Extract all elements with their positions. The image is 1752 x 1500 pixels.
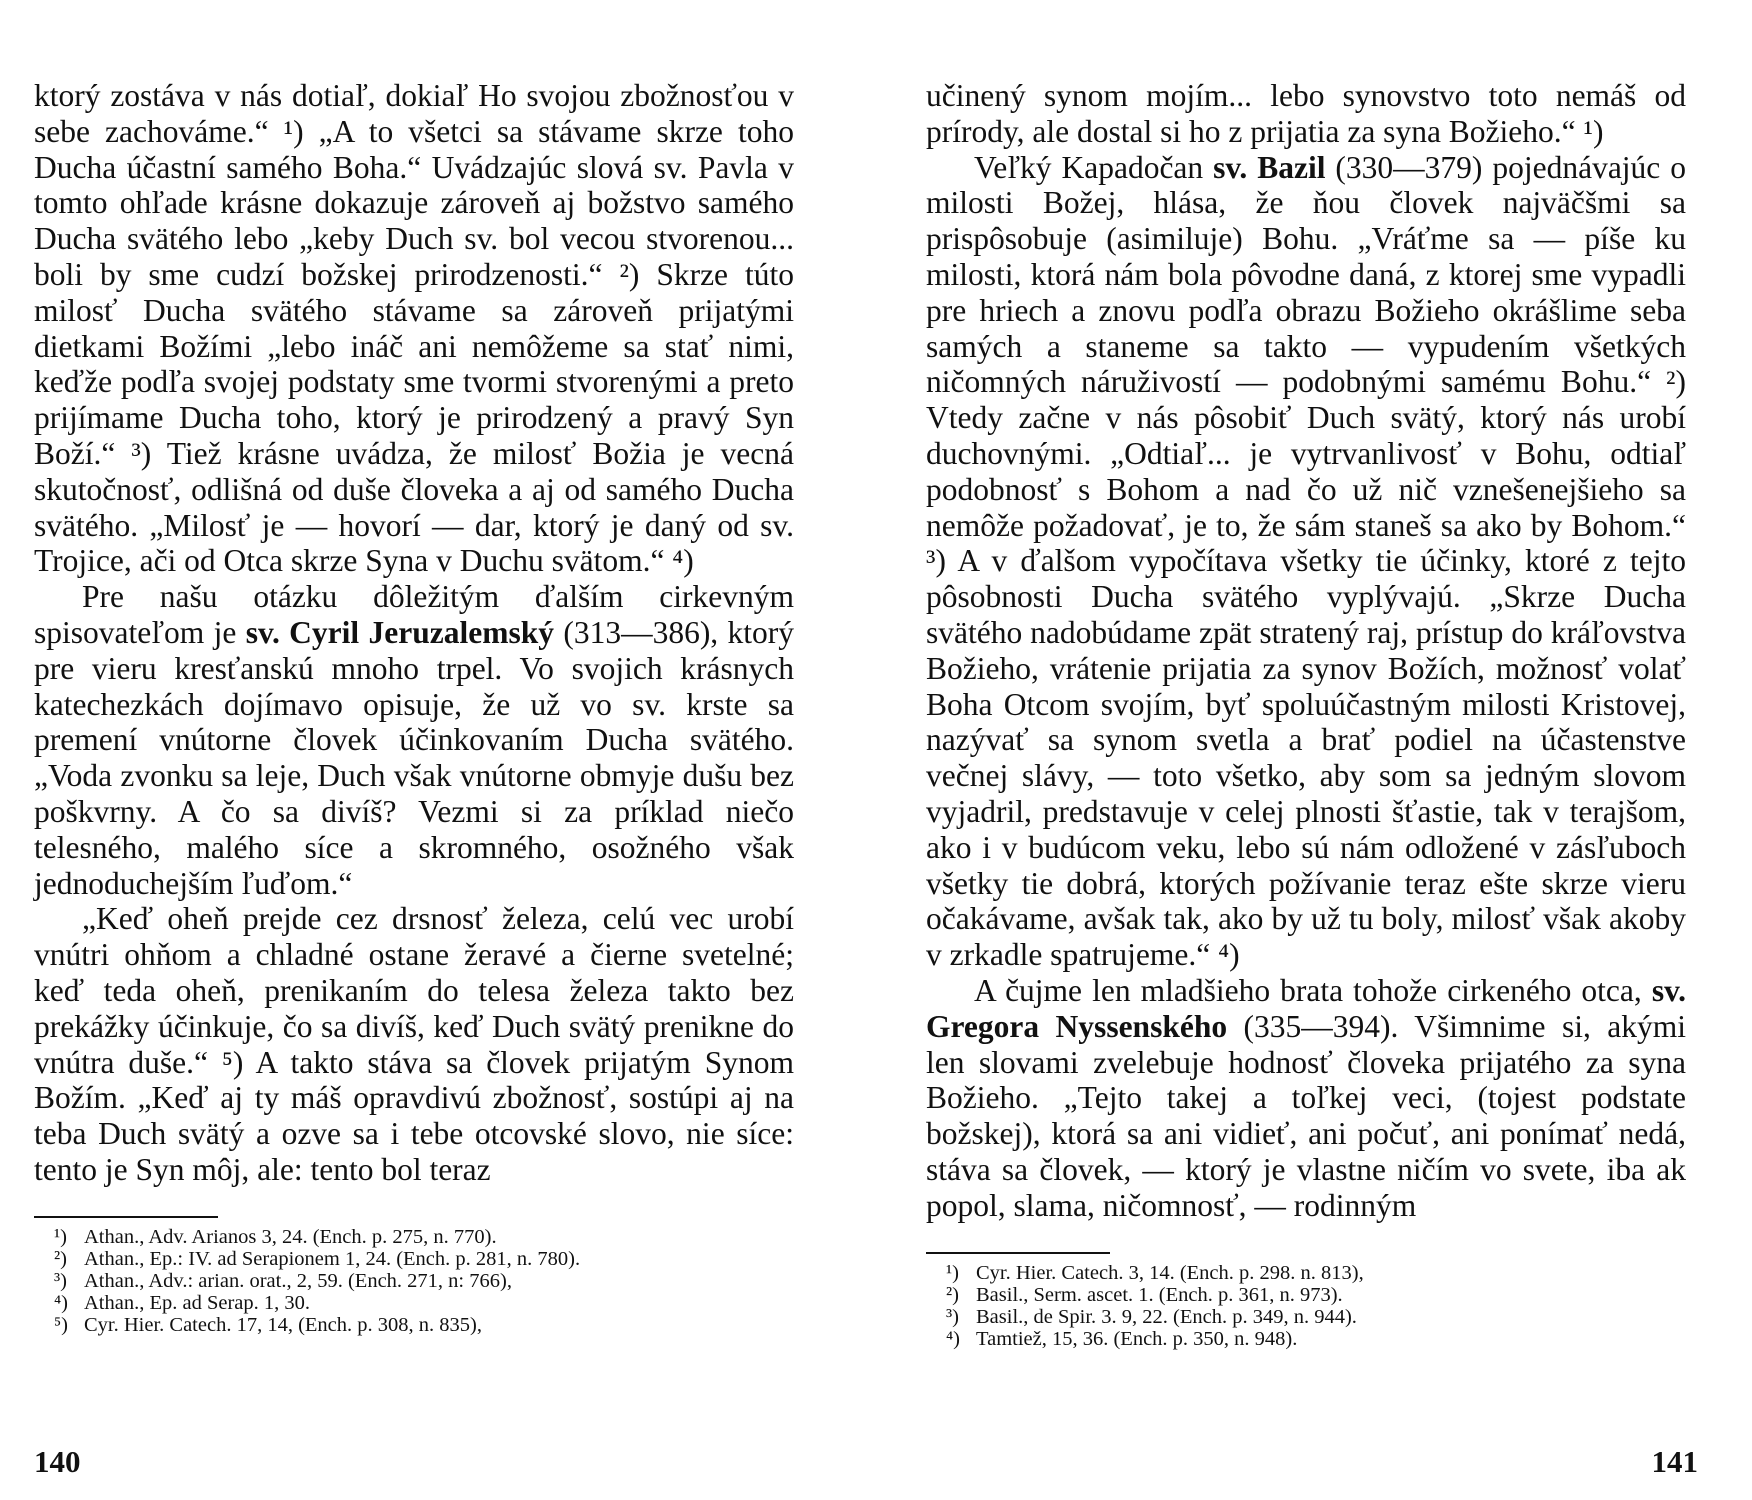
page-number-left: 140 (34, 1444, 81, 1479)
footnote-text: Cyr. Hier. Catech. 3, 14. (Ench. p. 298. n. 813), (976, 1261, 1364, 1284)
footnote (34, 1270, 794, 1292)
bold-name-run: sv. Gregora Nyssenského (926, 972, 1686, 1044)
footnote (926, 1306, 1686, 1328)
footnote-mark: ⁴) (946, 1327, 960, 1350)
text-run: „Keď oheň prejde cez drsnosť železa, celú vec urobí vnútri ohňom a chladné ostane žeravé a čierne svetelné; keď teda oheň, prenikaním do telesa železa takto bez prekážky účinkuje, čo sa divíš, keď Duch svätý prenikne do vnútra duše.“ ⁵) A takto stáva sa človek prijatým Synom Božím. „Keď aj ty máš opravdivú zbožnosť, sostúpi aj na teba Duch svätý a ozve sa i tebe otcovské slovo, nie síce: tento je Syn môj, ale: tento bol teraz (34, 901, 794, 1187)
text-run: (335—394). Všimnime si, akými len slovami zvelebuje hodnosť človeka prijatého za syna Božieho. „Tejto takej a toľkej veci, (tojest podstate božskej), ktorá sa ani vidieť, ani počuť, ani ponímať nedá, stáva sa človek, — ktorý je vlastne ničím vo svete, iba ak popol, slama, ničomnosť, — rodinným (926, 1008, 1686, 1223)
text-run: (313—386), ktorý pre vieru kresťanskú mnoho trpel. Vo svojich krásnych katechezkách dojímavo opisuje, že už vo sv. krste sa premení vnútorne človek účinkovaním Ducha svätého. „Voda zvonku sa leje, Duch však vnútorne obmyje dušu bez poškvrny. A čo sa divíš? Vezmi si za príklad niečo telesného, malého síce a skromného, osožného však jednoduchejším ľuďom.“ (34, 614, 795, 901)
footnote (926, 1284, 1686, 1306)
footnote-text: Tamtiež, 15, 36. (Ench. p. 350, n. 948). (976, 1327, 1298, 1350)
text-run: (330—379) pojednávajúc o milosti Božej, hlása, že ňou človek najväčšmi sa prispôsobuje (asimiluje) Bohu. „Vráťme sa — píše ku milosti, ktorá nám bola pôvodne daná, z ktorej sme vypadli pre hriech a znovu podľa obrazu Božieho okrášlime seba samých a staneme sa takto — vypudením všetkých ničomných náruživostí — podobnými samému Bohu.“ ²) Vtedy začne v nás pôsobiť Duch svätý, ktorý nás urobí duchovnými. „Odtiaľ... je vytrvanlivosť v Bohu, odtiaľ podobnosť s Bohom a nad čo už nič vznešenejšieho sa nemôže požadovať, je to, že sám staneš sa ako by Bohom.“ ³) A v ďalšom vypočítava všetky tie účinky, ktoré z tejto pôsobnosti Ducha svätého vyplývajú. „Skrze Ducha svätého nadobúdame zpät stratený raj, prístup do kráľovstva Božieho, vrátenie prijatia za synov Božích, možnosť volať Boha Otcom svojím, byť spoluúčastným milosti Kristovej, nazývať sa synom svetla a brať podiel na účastenstve večnej slávy, — toto všetko, aby som sa jedným slovom vyjadril, predstavuje v celej plnosti šťastie, tak v terajšom, ako i v budúcom veku, lebo sú nám odložené v zásľuboch všetky tie dobrá, ktorých požívanie teraz ešte skrze vieru očakávame, avšak tak, ako by už tu boly, milosť však akoby v zrkadle spatrujeme.“ ⁴) (926, 149, 1686, 973)
footnote-mark: ²) (54, 1247, 67, 1270)
footnote-text: Athan., Adv. Arianos 3, 24. (Ench. p. 275, n. 770). (84, 1225, 497, 1248)
left-page-body (34, 78, 794, 1188)
footnote (34, 1314, 794, 1336)
footnote-text: Athan., Adv.: arian. orat., 2, 59. (Ench. 271, n: 766), (84, 1269, 512, 1292)
footnote-text: Basil., Serm. ascet. 1. (Ench. p. 361, n. 973). (976, 1283, 1343, 1306)
footnote (926, 1262, 1686, 1284)
paragraph (34, 579, 794, 901)
footnote-mark: ²) (946, 1283, 959, 1306)
footnote-mark: ⁴) (54, 1291, 68, 1314)
footnote-mark: ⁵) (54, 1313, 68, 1336)
right-footnotes (926, 1262, 1686, 1350)
text-run: Veľký Kapadočan (974, 149, 1214, 185)
footnote-text: Athan., Ep.: IV. ad Serapionem 1, 24. (Ench. p. 281, n. 780). (84, 1247, 581, 1270)
page-number-right: 141 (1651, 1444, 1698, 1479)
right-page (926, 78, 1686, 1350)
text-run: A čujme len mladšieho brata tohože cirkeného otca, (974, 972, 1652, 1008)
footnote-mark: ¹) (946, 1261, 959, 1284)
paragraph (34, 78, 794, 579)
text-run: učinený synom mojím... lebo synovstvo toto nemáš od prírody, ale dostal si ho z prijatia za syna Božieho.“ ¹) (926, 78, 1686, 149)
right-page-body (926, 78, 1686, 1224)
paragraph (926, 150, 1686, 973)
paragraph (34, 901, 794, 1187)
footnote (926, 1328, 1686, 1350)
footnote-divider (34, 1216, 218, 1218)
bold-name-run: sv. Bazil (1213, 149, 1326, 185)
footnote-mark: ³) (946, 1305, 959, 1328)
footnote-text: Athan., Ep. ad Serap. 1, 30. (84, 1291, 311, 1314)
footnote-mark: ¹) (54, 1225, 67, 1248)
paragraph (926, 973, 1686, 1224)
bold-name-run: sv. Cyril Jeruzalemský (245, 614, 554, 650)
footnote-divider (926, 1252, 1110, 1254)
paragraph (926, 78, 1686, 150)
text-run: ktorý zostáva v nás dotiaľ, dokiaľ Ho svojou zbožnosťou v sebe zachováme.“ ¹) „A to všetci sa stávame skrze toho Ducha účastní samého Boha.“ Uvádzajúc slová sv. Pavla v tomto ohľade krásne dokazuje zároveň aj božstvo samého Ducha svätého lebo „keby Duch sv. bol vecou stvorenou... boli by sme cudzí božskej prirodzenosti.“ ²) Skrze túto milosť Ducha svätého stávame sa zároveň prijatými dietkami Božími „lebo ináč ani nemôžeme sa stať nimi, keďže podľa svojej podstaty sme tvormi stvorenými a preto prijímame Ducha toho, ktorý je prirodzený a pravý Syn Boží.“ ³) Tiež krásne uvádza, že milosť Božia je vecná skutočnosť, odlišná od duše človeka a aj od samého Ducha svätého. „Milosť je — hovorí — dar, ktorý je daný od sv. Trojice, ači od Otca skrze Syna v Duchu svätom.“ ⁴) (34, 78, 794, 579)
footnote-text: Basil., de Spir. 3. 9, 22. (Ench. p. 349, n. 944). (976, 1305, 1357, 1328)
footnote (34, 1226, 794, 1248)
text-run: Pre našu otázku dôležitým ďalším cirkevným spisovateľom je (34, 579, 794, 650)
footnote (34, 1248, 794, 1270)
footnote (34, 1292, 794, 1314)
footnote-mark: ³) (54, 1269, 67, 1292)
footnote-text: Cyr. Hier. Catech. 17, 14, (Ench. p. 308, n. 835), (84, 1313, 482, 1336)
left-footnotes (34, 1226, 794, 1336)
left-page (34, 78, 794, 1336)
